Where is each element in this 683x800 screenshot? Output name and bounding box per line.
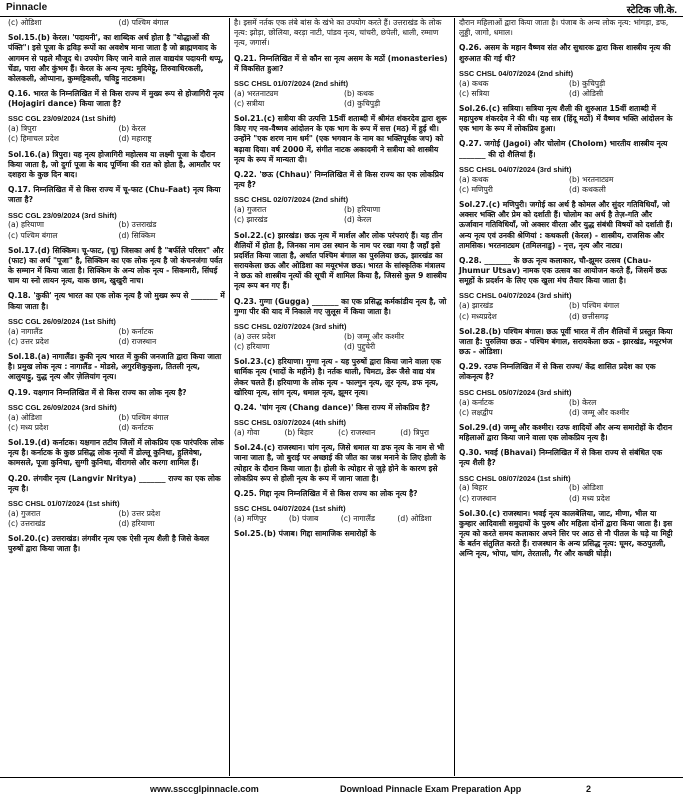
solution-text: Sol.16.(a) त्रिपुरा। यह नृत्य होजागिरी महोत्सव या लक्ष्मी पूजा के दौरान किया जाता है, जो दुर्गा पूजा के बाद पूर्णिमा की रात को होता है, आमतौर पर दशहरा के कुछ दिन बाद।	[8, 149, 221, 179]
options-row	[459, 301, 675, 311]
options-row	[8, 220, 225, 230]
option-item: (b) कुचिपुड़ी	[569, 78, 606, 88]
header-brand: Pinnacle	[6, 2, 48, 13]
question-text: Q.30. भवई (Bhavai) निम्नलिखित में से किस राज्य से संबंधित एक नृत्य शैली है?	[459, 448, 663, 468]
question-text: Q.24. 'चांग नृत्य (Chang dance)' किस राज्य में लोकप्रिय है?	[234, 402, 430, 412]
option-item: (c) झारखंड	[234, 215, 268, 225]
option-item: (d) सिक्किम	[118, 230, 156, 240]
options-row	[8, 124, 225, 134]
solution-text: Sol.15.(b) केरल। 'पदायनी', का शाब्दिक अर्थ होता है "योद्धाओं की पंक्ति"। इसे पूजा के द्रविड़ रूपों का अवशेष माना जाता है जो ब्राह्मणवाद के आगमन से पहले मौजूद थे। उपयोग किए जाने वाले ताल वाद्ययंत्र पदायनी थप्पू, चेंडा, पारा और कुंभम हैं। केरल के अन्य नृत्य: मुदियेट्टू, तिरुवाथिरकली, कोलकली, ओप्पाना, कुम्मट्टिकली, चविट्टु नाटकम।	[8, 33, 224, 83]
option-item: (b) बिहार	[284, 428, 314, 438]
solution-text: Sol.20.(c) उत्तराखंड। लंगवीर नृत्य एक ऐसी नृत्य शैली है जिसे केवल पुरुषों द्वारा किया जाता है।	[8, 534, 210, 554]
options-row	[459, 494, 675, 504]
option-item: (d) महाराष्ट्र	[118, 134, 152, 144]
option-item: (a) त्रिपुरा	[8, 124, 37, 134]
option-item: (b) पंजाब	[288, 513, 319, 523]
question-text: Q.26. असम के महान वैष्णव संत और सुधारक द्वारा किस शास्त्रीय नृत्य की शुरुआत की गई थी?	[459, 43, 671, 63]
options-row	[459, 79, 675, 89]
option-item: (d) जम्मू और कश्मीर	[569, 407, 629, 417]
option-item: (d) पुद्दुचेरी	[344, 342, 376, 352]
option-item: (c) राजस्थान	[459, 493, 497, 503]
option-item: (b) जम्मू और कश्मीर	[344, 331, 404, 341]
content-columns	[4, 18, 679, 776]
option-item: (c) मध्य प्रदेश	[8, 422, 49, 432]
question-text: Q.19. यक्षगान निम्नलिखित में से किस राज्य का लोक नृत्य है?	[8, 387, 187, 397]
option-item: (c) हिमाचल प्रदेश	[8, 134, 59, 144]
exam-source: SSC CHSL 04/07/2024 (3rd shift)	[459, 291, 572, 301]
option-item: (d) राजस्थान	[118, 336, 157, 346]
options-row	[459, 398, 675, 408]
column-middle	[229, 18, 454, 776]
exam-source: SSC CHSL 04/07/2024 (1st shift)	[234, 504, 346, 514]
options-row	[234, 428, 450, 438]
option-item: (a) गुजरात	[234, 205, 267, 215]
exam-source: SSC CHSL 08/07/2024 (1st shift)	[459, 473, 571, 483]
options-row	[8, 413, 225, 423]
options-row	[234, 215, 450, 225]
options-row	[459, 89, 675, 99]
options-row	[234, 342, 450, 352]
question-text: Q.16. भारत के निम्नलिखित में से किस राज्य में मुख्य रूप से होजागिरी नृत्य (Hojagiri dance) किया जाता है?	[8, 89, 224, 109]
option-item: (c) सत्रीया	[234, 98, 265, 108]
options-row	[8, 337, 225, 347]
option-item: (b) पश्चिम बंगाल	[118, 412, 169, 422]
solution-text: Sol.24.(c) राजस्थान। चांग नृत्य, जिसे धमाल या डफ नृत्य के नाम से भी जाना जाता है, जो बुराई पर अच्छाई की जीत का जश्न मनाने के लिए होली के त्योहार के दौरान किया जाता है। होली के त्योहार से जुड़े होने के कारण इसे लोकप्रिय रूप से होली नृत्य के रूप में जाना जाता है।	[234, 443, 446, 483]
solution-text: Sol.23.(c) हरियाणा। गुग्गा नृत्य - यह पुरुषों द्वारा किया जाने वाला एक धार्मिक नृत्य (भादों के महीने) है। नर्तक थाली, चिमटा, डेरू जैसे वाद्य यंत्र लेकर चलते हैं। हरियाणा के लोक नृत्य - फाल्गुन नृत्य, लूर नृत्य, डफ नृत्य, खोरिया नृत्य, सांग नृत्य, धमाल नृत्य, झूमर नृत्य।	[234, 357, 441, 397]
question-text: Q.27. जगोई (Jagoi) और चोलोम (Cholom) भारतीय शास्त्रीय नृत्य _______ की दो शैलियां हैं।	[459, 139, 668, 159]
solution-text: Sol.28.(b) पश्चिम बंगाल। छऊ पूर्वी भारत में तीन शैलियों में प्रस्तुत किया जाता है: पुरुलिया छऊ - पश्चिम बंगाल, सरायकेला छऊ - झारखंड, मयूरभंज छऊ - ओडिशा।	[459, 326, 673, 357]
options-row	[459, 483, 675, 493]
solution-text: Sol.29.(d) जम्मू और कश्मीर। रउफ शादियों और अन्य समारोहों के दौरान महिलाओं द्वारा किया जाने वाला एक लोकप्रिय नृत्य है।	[459, 422, 673, 443]
option-item: (d) हरियाणा	[118, 518, 155, 528]
option-item: (b) कथक	[344, 88, 374, 98]
option-item: (d) केरल	[344, 215, 372, 225]
option-item: (d) कथकली	[569, 184, 606, 194]
option-item: (c) पश्चिम बंगाल	[8, 230, 58, 240]
option-item: (d) पश्चिम बंगाल	[118, 18, 169, 27]
question-text: Q.25. गिद्दा नृत्य निम्नलिखित में से किस राज्य का लोक नृत्य है?	[234, 488, 418, 498]
option-item: (a) मणिपुर	[234, 513, 267, 523]
option-item: (c) हरियाणा	[234, 342, 270, 352]
option-item: (a) कर्नाटक	[459, 397, 494, 407]
option-item: (b) ओडिशा	[569, 483, 604, 493]
solution-text: Sol.30.(c) राजस्थान। भवई नृत्य कालबेलिया, जाट, मीणा, भील या कुम्हार आदिवासी समुदायों के पुरुष और महिला दोनों द्वारा किया जाता है। इस नृत्य को करते समय कलाकार अपने सिर पर आठ से नौ पीतल के घड़े या मिट्टी के बर्तन संतुलित करते हैं। राजस्थान के अन्य प्रसिद्ध नृत्य: घूमर, कठपुतली, अग्नि नृत्य, भोपा, चांग, तेरताली, गैर और कच्छी घोड़ी।	[459, 508, 673, 559]
option-item: (c) उत्तराखंड	[8, 518, 46, 528]
option-item: (b) भरतनाट्यम	[569, 174, 614, 184]
options-row	[8, 327, 225, 337]
option-item: (d) छत्तीसगढ़	[569, 311, 609, 321]
option-item: (c) लक्षद्वीप	[459, 407, 493, 417]
option-item: (d) मध्य प्रदेश	[569, 493, 610, 503]
options-row	[459, 408, 675, 418]
options-row	[8, 509, 225, 519]
page-header	[0, 0, 683, 17]
question-text: Q.23. गुग्गा (Gugga) _______ का एक प्रसिद्ध कर्मकांडीय नृत्य है, जो गुग्गा पीर की याद में निकाले गए जुलूस में किया जाता है।	[234, 296, 447, 316]
option-item: (d) ओडिशा	[397, 513, 432, 523]
solution-text: Sol.18.(a) नागालैंड। कुकी नृत्य भारत में कुकी जनजाति द्वारा किया जाता है। प्रमुख लोक नृत्य : नागालैंड - मोडसे, अगुरशिकुकुला, तितली नृत्य, आलुयाट्टु, युद्ध नृत्य और ज़ेलियांग नृत्य।	[8, 352, 222, 382]
option-item: (a) कथक	[459, 78, 489, 88]
option-item: (c) मणिपुरी	[459, 184, 493, 194]
question-text: Q.17. निम्नलिखित में से किस राज्य में चू-फाट (Chu-Faat) नृत्य किया जाता है?	[8, 185, 221, 205]
column-right	[454, 18, 679, 776]
header-subject: स्टेटिक जी.के.	[626, 5, 677, 16]
solution-text: Sol.27.(c) मणिपुरी। जगोई का अर्थ है कोमल और सुंदर गतिविधियाँ, जो अक्सर भक्ति और प्रेम को दर्शाती हैं। चोलोम का अर्थ है तेज़-गति और ऊर्जावान गतिविधियाँ, जो अक्सर वीरता और युद्ध संबंधी विषयों को दर्शाती हैं। अन्य नृत्य एवं उनकी श्रेणियां : कथकली (केरल) - शास्त्रीय, राजसिक और तामसिक। भरतनाट्यम (तमिलनाडु) - नृत्त, नृत्य और नाट्य।	[459, 200, 673, 250]
options-row	[459, 312, 675, 322]
exam-source: SSC CHSL 05/07/2024 (3rd shift)	[459, 387, 572, 397]
options-row	[234, 89, 450, 99]
solution-text: Sol.17.(d) सिक्किम। चू-फाट, (चू) जिसका अर्थ है "बर्फीले परिसर" और (फाट) का अर्थ "पूजा" है, सिक्किम का एक लोक नृत्य है जो कंचनजंगा पर्वत के सम्मान में किया जाता है। सिक्किम के अन्य लोक नृत्य - सिकमारी, सिंघई चाम या स्नो लायन नृत्य, याक छाम, खुखुरी नाच।	[8, 245, 224, 286]
page-number: 2	[585, 784, 591, 794]
question-text: Q.28. _______ के छऊ नृत्य कलाकार, चौ-झूमर उत्सव (Chau-Jhumur Utsav) नामक एक उत्सव का आयोजन करते हैं, जिसमें छऊ समूहों के प्रदर्शन के लिए एक खुला मंच तैयार किया जाता है।	[459, 255, 667, 286]
options-row	[459, 175, 675, 185]
option-item: (a) गोवा	[234, 428, 260, 438]
option-item: (b) कर्नाटक	[118, 326, 154, 336]
question-text: Q.29. रउफ निम्नलिखित में से किस राज्य/ केंद्र शासित प्रदेश का एक लोकनृत्य है?	[459, 362, 656, 382]
options-row	[234, 514, 450, 524]
option-item: (a) झारखंड	[459, 301, 494, 311]
option-item: (a) उत्तर प्रदेश	[234, 331, 276, 341]
exam-source: SSC CHSL 01/07/2024 (2nd shift)	[234, 78, 349, 88]
solution-text: Sol.25.(b) पंजाब। गिद्दा सामाजिक समारोहों के	[234, 529, 376, 539]
option-item: (d) कर्नाटक	[118, 422, 154, 432]
option-item: (d) त्रिपुरा	[400, 428, 429, 438]
option-item: (a) बिहार	[459, 483, 488, 493]
options-row	[8, 519, 225, 529]
option-item: (c) ओडिशा	[8, 18, 42, 27]
option-item: (c) मध्यप्रदेश	[459, 311, 497, 321]
option-item: (d) कुचिपुड़ी	[344, 98, 381, 108]
page-footer	[0, 777, 683, 800]
option-item: (d) ओडिसी	[569, 88, 604, 98]
option-item: (b) केरल	[118, 124, 146, 134]
solution-text: Sol.21.(c) सत्रीया की उत्पत्ति 15वीं शताब्दी में श्रीमंत शंकरदेव द्वारा शुरू किए गए नव-वैष्णव आंदोलन के एक भाग के रूप में सत्त (मठ) में हुई थी। उन्होंने "एक शरण नाम धर्म" (एक भगवान के नाम का भक्तिपूर्वक जप) को बढ़ावा दिया। वर्ष 2000 में, संगीत नाटक अकादमी ने सत्रीया को शास्त्रीय नृत्य के रूप में मान्यता दी।	[234, 114, 447, 164]
options-row	[234, 332, 450, 342]
exam-source: SSC CGL 23/09/2024 (3rd Shift)	[8, 210, 117, 220]
option-item: (b) केरल	[569, 397, 597, 407]
solution-text: Sol.26.(c) सत्रिया। सत्रिया नृत्य शैली की शुरुआत 15वीं शताब्दी में महापुरुष शंकरदेव ने की थी। यह सत्र (हिंदू मठों) में वैष्णव भक्ति आंदोलन के एक भाग के रूप में लोकप्रिय हुआ।	[459, 103, 673, 134]
option-item: (b) उत्तराखंड	[118, 220, 157, 230]
option-item: (c) उत्तर प्रदेश	[8, 336, 49, 346]
solution-text: Sol.19.(d) कर्नाटक। यक्षगान तटीय जिलों में लोकप्रिय एक पारंपरिक लोक नृत्य है। कर्नाटक के कुछ प्रसिद्ध लोक नृत्यों में डोल्लू कुनिथा, हुलिवेषा, कामसले, पूजा कुनिथा, सुग्गी कुनिथा, वीरागसे और करगा शामिल हैं।	[8, 438, 224, 468]
option-item: (b) पश्चिम बंगाल	[569, 301, 620, 311]
options-row	[8, 423, 225, 433]
continued-text: दौरान महिलाओं द्वारा किया जाता है। पंजाब के अन्य लोक नृत्य: भांगड़ा, डफ, लुड्डी, जागो, धमाल।	[459, 18, 669, 38]
option-item: (c) राजस्थान	[338, 428, 376, 438]
option-item: (a) गुजरात	[8, 508, 41, 518]
options-row	[234, 205, 450, 215]
option-item: (a) ओडिशा	[8, 412, 42, 422]
column-left	[4, 18, 229, 776]
exam-source: SSC CHSL 01/07/2024 (1st shift)	[8, 498, 120, 508]
exam-source: SSC CHSL 04/07/2024 (3rd shift)	[459, 164, 572, 174]
exam-source: SSC CGL 26/09/2024 (3rd Shift)	[8, 402, 117, 412]
options-row	[8, 18, 225, 28]
option-item: (a) कथक	[459, 174, 489, 184]
options-row	[8, 134, 225, 144]
exam-source: SSC CHSL 04/07/2024 (2nd shift)	[459, 68, 574, 78]
exam-source: SSC CGL 23/09/2024 (1st Shift)	[8, 114, 116, 124]
option-item: (a) नागालैंड	[8, 326, 43, 336]
question-text: Q.20. लंगवीर नृत्य (Langvir Nritya) _______ राज्य का एक लोक नृत्य है।	[8, 473, 221, 493]
question-text: Q.22. 'छऊ (Chhau)' निम्नलिखित में से किस राज्य का एक लोकप्रिय नृत्य है?	[234, 169, 444, 190]
footer-website[interactable]: www.ssccglpinnacle.com	[150, 784, 259, 794]
question-text: Q.18. 'कुकी' नृत्य भारत का एक लोक नृत्य है जो मुख्य रूप से _______ में किया जाता है।	[8, 291, 225, 311]
continued-text: है। इसमें नर्तक एक लंबे बांस के खंभे का उपयोग करते हैं। उत्तराखंड के लोक नृत्य: झोड़ा, छोलिया, बरड़ा नाटी, पांडव नृत्य, चांचरी, छपेली, धाली, रम्माण नृत्य, जगार्स।	[234, 18, 442, 48]
options-row	[8, 231, 225, 241]
exam-source: SSC CHSL 02/07/2024 (2nd shift)	[234, 195, 349, 205]
question-text: Q.21. निम्नलिखित में से कौन सा नृत्य असम के मठों (monasteries) में विकसित हुआ?	[234, 53, 448, 73]
option-item: (c) सत्रिया	[459, 88, 490, 98]
exam-source: SSC CHSL 03/07/2024 (4th shift)	[234, 418, 346, 428]
option-item: (a) हरियाणा	[8, 220, 44, 230]
option-item: (a) भरतनाट्यम	[234, 88, 279, 98]
option-item: (b) उत्तर प्रदेश	[118, 508, 161, 518]
options-row	[234, 99, 450, 109]
option-item: (c) नागालैंड	[340, 513, 375, 523]
exam-source: SSC CHSL 02/07/2024 (3rd shift)	[234, 321, 347, 331]
exam-source: SSC CGL 26/09/2024 (1st Shift)	[8, 316, 116, 326]
options-row	[459, 185, 675, 195]
footer-app-promo: Download Pinnacle Exam Preparation App	[340, 784, 522, 794]
solution-text: Sol.22.(c) झारखंड। छऊ नृत्य में मार्शल और लोक परंपराएं हैं। यह तीन शैलियों में होता है, जिनका नाम उस स्थान के नाम पर रखा गया है जहाँ इसे प्रदर्शित किया जाता है, अर्थात पश्चिम बंगाल का पुरुलिया छऊ, झारखंड का सरायकेला छऊ और ओडिशा का मयूरभंज छऊ। भारत के सांस्कृतिक मंत्रालय ने छऊ को शास्त्रीय नृत्यों की सूची में शामिल किया है, जिससे कुल 9 शास्त्रीय नृत्य रूप बन गए हैं।	[234, 230, 447, 291]
option-item: (b) हरियाणा	[344, 205, 381, 215]
